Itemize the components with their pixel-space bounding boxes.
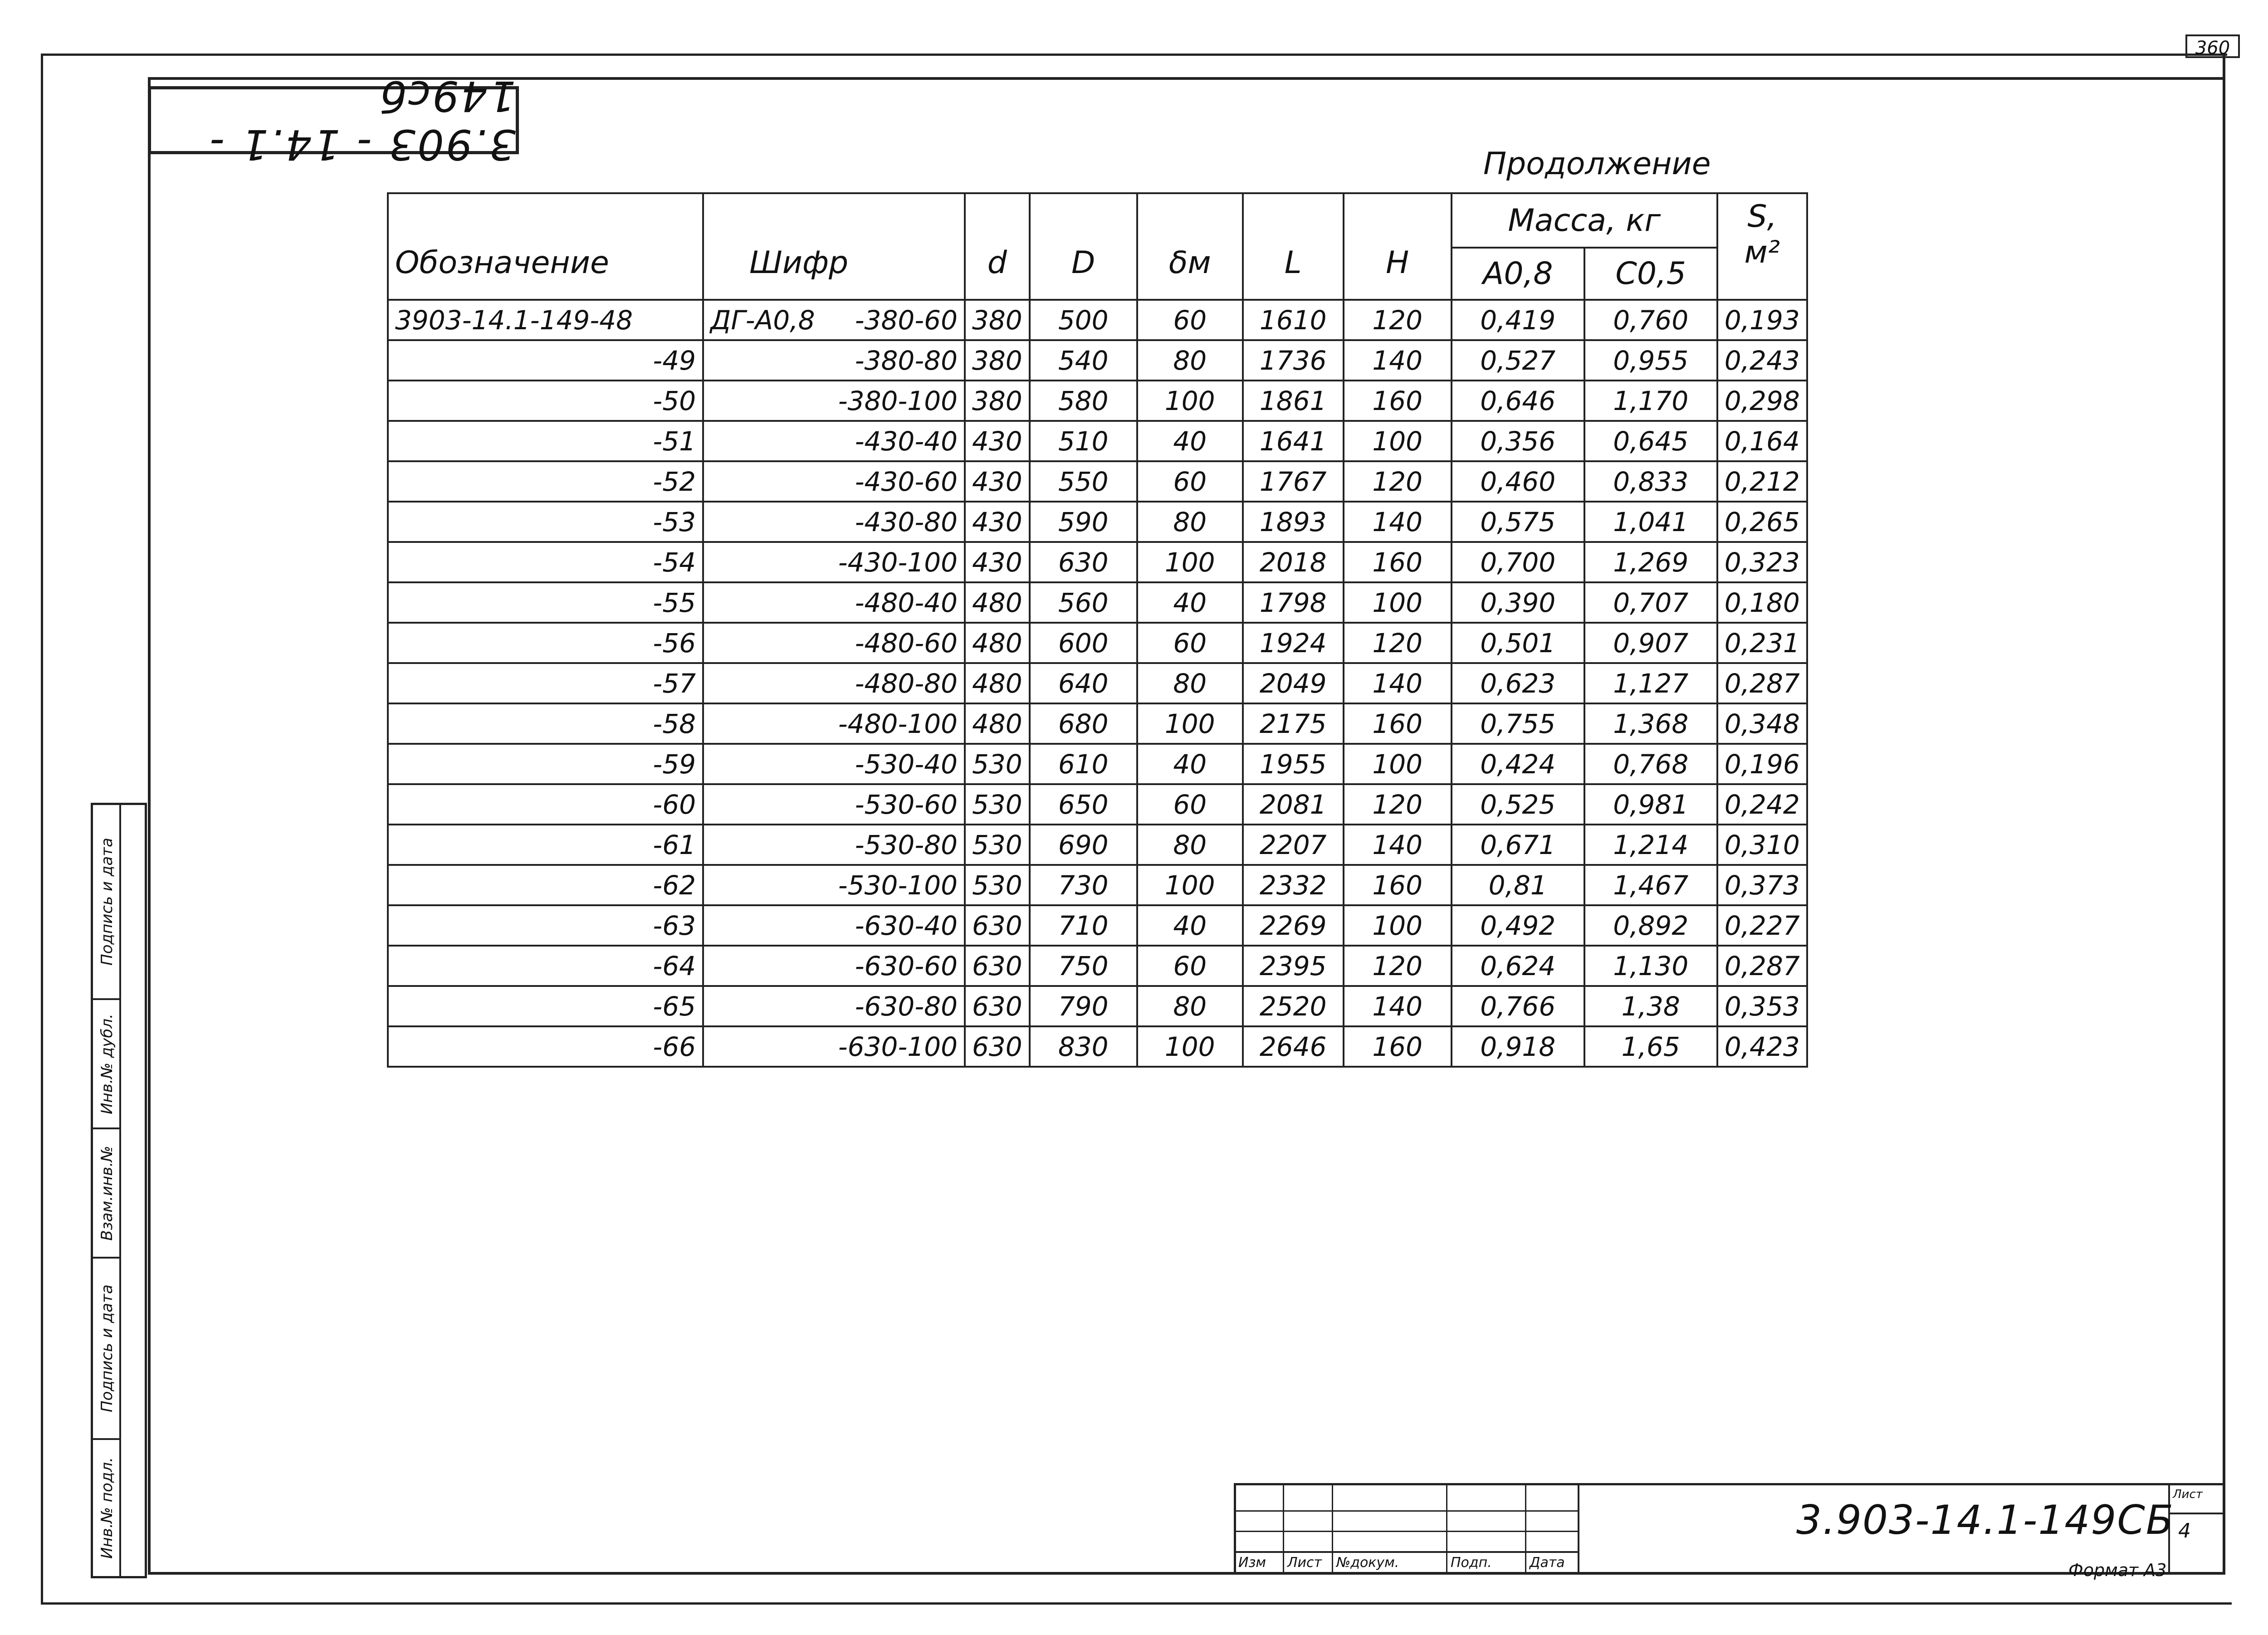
cell-H: 140 [1344,825,1452,865]
cell-a: 0,525 [1452,784,1584,825]
cell-D: 600 [1030,623,1137,663]
cell-d: 630 [965,1026,1030,1067]
cell-H: 160 [1344,1026,1452,1067]
cell-s: 0,231 [1717,623,1807,663]
header-mass-c: С0,5 [1584,248,1717,300]
cell-b: 60 [1137,461,1243,502]
cell-b: 80 [1137,663,1243,703]
cell-shifr: -530-80 [703,825,965,865]
cell-obz: -66 [388,1026,703,1067]
tb-col-line-5 [1578,1483,1579,1574]
tb-col-line-4 [1525,1483,1526,1574]
cell-c: 1,130 [1584,946,1717,986]
cell-D: 650 [1030,784,1137,825]
cell-d: 380 [965,300,1030,340]
cell-D: 730 [1030,865,1137,905]
header-d: d [965,193,1030,300]
cell-shifr: -530-60 [703,784,965,825]
table-row [388,825,1807,865]
table-row [388,421,1807,461]
tb-row-line-1 [1234,1510,1579,1512]
cell-L: 1924 [1243,623,1344,663]
cell-H: 100 [1344,905,1452,946]
cell-s: 0,287 [1717,663,1807,703]
cell-D: 540 [1030,340,1137,381]
cell-b: 100 [1137,1026,1243,1067]
cell-d: 530 [965,825,1030,865]
cell-a: 0,356 [1452,421,1584,461]
table-body [388,300,1807,1067]
cell-L: 2520 [1243,986,1344,1026]
cell-s: 0,265 [1717,502,1807,542]
cell-c: 1,170 [1584,381,1717,421]
cell-c: 0,833 [1584,461,1717,502]
inner-frame-right [2223,54,2225,1574]
sheet-label: Лист [2173,1488,2203,1501]
cell-D: 790 [1030,986,1137,1026]
cell-d: 430 [965,502,1030,542]
header-delta: δм [1137,193,1243,300]
table-row [388,381,1807,421]
table-row [388,784,1807,825]
tb-label-sign: Подп. [1451,1555,1492,1571]
cell-obz: -64 [388,946,703,986]
format-label: Формат А3 [2068,1560,2167,1580]
cell-b: 100 [1137,703,1243,744]
table-row [388,623,1807,663]
cell-obz: -49 [388,340,703,381]
cell-d: 530 [965,865,1030,905]
cell-L: 1641 [1243,421,1344,461]
cell-obz: -62 [388,865,703,905]
cell-shifr: -480-100 [703,703,965,744]
cell-L: 1767 [1243,461,1344,502]
cell-L: 2175 [1243,703,1344,744]
cell-d: 480 [965,663,1030,703]
cell-L: 1736 [1243,340,1344,381]
cell-a: 0,624 [1452,946,1584,986]
cell-s: 0,242 [1717,784,1807,825]
cell-a: 0,419 [1452,300,1584,340]
header-L: L [1243,193,1344,300]
table-row [388,946,1807,986]
inner-frame-left [148,77,151,1574]
cell-shifr [703,300,965,340]
cell-H: 140 [1344,502,1452,542]
cell-shifr: -430-80 [703,502,965,542]
cell-c: 0,707 [1584,582,1717,623]
cell-L: 1610 [1243,300,1344,340]
cipher-prefix: ДГ-А0,8 [710,304,815,336]
cell-shifr: -430-100 [703,542,965,582]
table-row [388,663,1807,703]
cell-b: 80 [1137,825,1243,865]
side-cell-dup-inv: Инв.№ дубл. [93,1000,121,1129]
cipher-value: -380-60 [855,304,958,336]
cell-b: 60 [1137,300,1243,340]
cell-H: 120 [1344,784,1452,825]
header-D: D [1030,193,1137,300]
cell-b: 100 [1137,542,1243,582]
header-s [1717,193,1807,300]
cell-H: 140 [1344,663,1452,703]
cell-shifr: -480-40 [703,582,965,623]
cell-H: 140 [1344,340,1452,381]
cell-b: 60 [1137,946,1243,986]
page-number: 360 [2185,34,2240,58]
tb-row-line-2 [1234,1531,1579,1532]
cell-H: 160 [1344,381,1452,421]
cell-a: 0,460 [1452,461,1584,502]
cell-obz: -56 [388,623,703,663]
cell-obz: -59 [388,744,703,784]
cell-D: 750 [1030,946,1137,986]
cell-D: 640 [1030,663,1137,703]
cell-d: 380 [965,340,1030,381]
table-row [388,986,1807,1026]
cell-H: 120 [1344,300,1452,340]
cell-obz: -57 [388,663,703,703]
cell-obz: 3903-14.1-149-48 [388,300,703,340]
tb-label-date: Дата [1530,1555,1565,1571]
cell-L: 1893 [1243,502,1344,542]
table-row [388,703,1807,744]
cell-obz: -61 [388,825,703,865]
cell-a: 0,918 [1452,1026,1584,1067]
cell-H: 100 [1344,421,1452,461]
cell-H: 100 [1344,744,1452,784]
cell-c: 1,214 [1584,825,1717,865]
tb-col-line-2 [1332,1483,1333,1574]
cell-D: 610 [1030,744,1137,784]
cell-c: 0,907 [1584,623,1717,663]
tb-top-line [1234,1483,2225,1485]
cell-c: 0,645 [1584,421,1717,461]
table-row [388,502,1807,542]
cell-s: 0,243 [1717,340,1807,381]
cell-L: 1861 [1243,381,1344,421]
cell-d: 430 [965,421,1030,461]
cell-c: 1,127 [1584,663,1717,703]
cell-shifr: -480-60 [703,623,965,663]
cell-D: 710 [1030,905,1137,946]
cell-b: 40 [1137,421,1243,461]
cell-a: 0,700 [1452,542,1584,582]
cell-L: 2395 [1243,946,1344,986]
cell-s: 0,323 [1717,542,1807,582]
cell-shifr: -630-60 [703,946,965,986]
cell-d: 530 [965,744,1030,784]
cell-b: 80 [1137,340,1243,381]
cell-s: 0,287 [1717,946,1807,986]
cell-a: 0,81 [1452,865,1584,905]
cell-s: 0,227 [1717,905,1807,946]
header-mass: Масса, кг [1452,193,1717,248]
tb-left-line [1234,1483,1236,1574]
cell-s: 0,196 [1717,744,1807,784]
cell-shifr: -430-60 [703,461,965,502]
cell-L: 2207 [1243,825,1344,865]
cell-obz: -58 [388,703,703,744]
cell-D: 550 [1030,461,1137,502]
cell-L: 2332 [1243,865,1344,905]
cell-D: 580 [1030,381,1137,421]
cell-obz: -54 [388,542,703,582]
cell-a: 0,623 [1452,663,1584,703]
cell-d: 480 [965,703,1030,744]
cell-D: 680 [1030,703,1137,744]
cell-H: 160 [1344,703,1452,744]
cell-b: 40 [1137,744,1243,784]
cell-L: 2049 [1243,663,1344,703]
cell-obz: -51 [388,421,703,461]
cell-shifr: -530-40 [703,744,965,784]
table-header-row [388,193,1807,248]
tb-label-list: Лист [1287,1555,1322,1571]
tb-col-line-1 [1283,1483,1284,1574]
cell-H: 120 [1344,623,1452,663]
cell-d: 430 [965,542,1030,582]
header-H: H [1344,193,1452,300]
cell-c: 1,041 [1584,502,1717,542]
cell-H: 120 [1344,461,1452,502]
tb-row-line-3 [1234,1551,1579,1553]
inner-frame-bottom [148,1572,2225,1575]
cell-b: 80 [1137,986,1243,1026]
cell-a: 0,527 [1452,340,1584,381]
tb-label-izm: Изм [1238,1555,1266,1571]
cell-b: 60 [1137,623,1243,663]
cell-s: 0,212 [1717,461,1807,502]
side-cell-orig-inv: Инв.№ подл. [98,1457,116,1559]
cell-s: 0,353 [1717,986,1807,1026]
cell-b: 100 [1137,381,1243,421]
table-row [388,582,1807,623]
tb-label-doc: №докум. [1336,1555,1399,1571]
cell-a: 0,646 [1452,381,1584,421]
cell-d: 630 [965,986,1030,1026]
cell-c: 1,38 [1584,986,1717,1026]
table-row [388,1026,1807,1067]
cell-obz: -60 [388,784,703,825]
cell-s: 0,348 [1717,703,1807,744]
cell-c: 0,892 [1584,905,1717,946]
cell-a: 0,501 [1452,623,1584,663]
tb-col-line-3 [1446,1483,1447,1574]
outer-frame-top [41,54,2227,56]
cell-c: 0,955 [1584,340,1717,381]
cell-obz: -63 [388,905,703,946]
cell-shifr: -630-100 [703,1026,965,1067]
table-row [388,461,1807,502]
header-s-label: S, [1747,199,1777,234]
spec-table [387,192,1808,1068]
header-cipher: Шифр [703,193,965,300]
cell-b: 80 [1137,502,1243,542]
side-cell-repl-inv: Взам.инв.№ [93,1129,121,1259]
cell-D: 630 [1030,542,1137,582]
cell-s: 0,423 [1717,1026,1807,1067]
cell-c: 1,269 [1584,542,1717,582]
cell-D: 500 [1030,300,1137,340]
table-row [388,340,1807,381]
table-row [388,542,1807,582]
cell-s: 0,193 [1717,300,1807,340]
cell-a: 0,766 [1452,986,1584,1026]
cell-L: 1955 [1243,744,1344,784]
doc-code: 3.903-14.1-149СБ [1796,1497,2175,1543]
cell-obz: -65 [388,986,703,1026]
side-cell-sign-date-1: Подпись и дата [93,805,121,1000]
cell-H: 100 [1344,582,1452,623]
table-row [388,300,1807,340]
cell-H: 120 [1344,946,1452,986]
cell-shifr: -630-80 [703,986,965,1026]
cell-H: 160 [1344,865,1452,905]
cell-b: 40 [1137,905,1243,946]
cell-b: 60 [1137,784,1243,825]
cell-L: 2646 [1243,1026,1344,1067]
cell-d: 430 [965,461,1030,502]
cell-d: 380 [965,381,1030,421]
cell-D: 830 [1030,1026,1137,1067]
header-mass-a: А0,8 [1452,248,1584,300]
cell-c: 0,981 [1584,784,1717,825]
tb-sheet-row-line [2168,1513,2225,1514]
cell-s: 0,373 [1717,865,1807,905]
cell-c: 0,760 [1584,300,1717,340]
cell-a: 0,575 [1452,502,1584,542]
cell-b: 40 [1137,582,1243,623]
cell-H: 160 [1344,542,1452,582]
cell-s: 0,164 [1717,421,1807,461]
header-s-unit: м² [1744,234,1780,270]
cell-c: 1,65 [1584,1026,1717,1067]
cell-c: 1,467 [1584,865,1717,905]
cell-L: 2081 [1243,784,1344,825]
cell-shifr: -380-80 [703,340,965,381]
header-designation: Обозначение [388,193,703,300]
cell-s: 0,180 [1717,582,1807,623]
cell-a: 0,424 [1452,744,1584,784]
cell-d: 480 [965,623,1030,663]
cell-L: 1798 [1243,582,1344,623]
outer-frame-left [41,54,43,1604]
cell-shifr: -480-80 [703,663,965,703]
cell-shifr: -530-100 [703,865,965,905]
cell-shifr: -430-40 [703,421,965,461]
cell-H: 140 [1344,986,1452,1026]
cell-L: 2269 [1243,905,1344,946]
cell-L: 2018 [1243,542,1344,582]
cell-a: 0,492 [1452,905,1584,946]
cell-obz: -50 [388,381,703,421]
table-row [388,905,1807,946]
cell-b: 100 [1137,865,1243,905]
cell-obz: -52 [388,461,703,502]
continuation-label: Продолжение [1483,146,1711,182]
cell-obz: -53 [388,502,703,542]
side-stamp [91,803,147,1578]
cell-a: 0,390 [1452,582,1584,623]
cell-obz: -55 [388,582,703,623]
table-row [388,865,1807,905]
cell-shifr: -630-40 [703,905,965,946]
outer-frame-bottom [41,1602,2232,1605]
cell-a: 0,755 [1452,703,1584,744]
cell-shifr: -380-100 [703,381,965,421]
cell-s: 0,298 [1717,381,1807,421]
cell-d: 530 [965,784,1030,825]
cell-D: 560 [1030,582,1137,623]
cell-D: 690 [1030,825,1137,865]
cell-D: 590 [1030,502,1137,542]
cell-d: 630 [965,946,1030,986]
cell-c: 0,768 [1584,744,1717,784]
sheet-number: 4 [2178,1519,2191,1542]
cell-d: 480 [965,582,1030,623]
top-stamp [148,72,519,169]
cell-d: 630 [965,905,1030,946]
cell-D: 510 [1030,421,1137,461]
side-cell-sign-date-2: Подпись и дата [93,1259,121,1440]
cell-c: 1,368 [1584,703,1717,744]
cell-a: 0,671 [1452,825,1584,865]
cell-s: 0,310 [1717,825,1807,865]
top-stamp-text: 3.903 - 14.1 - 149сб [208,72,516,169]
table-row [388,744,1807,784]
